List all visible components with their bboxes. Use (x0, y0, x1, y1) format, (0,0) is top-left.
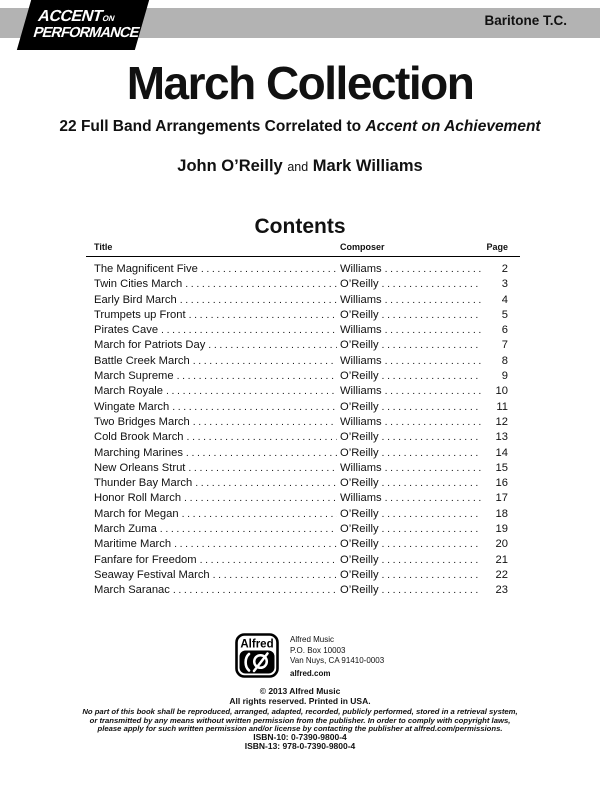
toc-composer: O’Reilly (340, 370, 379, 383)
dot-leader (200, 554, 337, 566)
table-row (86, 294, 520, 309)
toc-page: 11 (496, 400, 508, 413)
contents-table-header (86, 242, 520, 253)
toc-page: 20 (495, 538, 508, 551)
toc-page: 19 (495, 523, 508, 536)
toc-title: Seaway Festival March (94, 568, 210, 581)
table-row (86, 477, 520, 492)
header-rule (86, 256, 520, 257)
contents-table (86, 242, 520, 600)
table-row (86, 584, 520, 599)
contents-heading: Contents (254, 215, 346, 238)
toc-composer: O’Reilly (340, 431, 379, 444)
toc-composer: O’Reilly (340, 308, 379, 321)
legal-line-1: No part of this book shall be reproduced, arranged, adapted, recorded, publicly performed, stored in a retrieval system, (82, 707, 518, 716)
toc-title: Fanfare for Freedom (94, 553, 197, 566)
toc-page: 21 (495, 553, 508, 566)
dot-leader (382, 447, 481, 459)
dot-leader (195, 477, 337, 489)
isbn-10: ISBN-10: 0-7390-9800-4 (253, 732, 347, 742)
toc-title: March Saranac (94, 584, 170, 597)
logo-word-performance: PERFORMANCE (31, 25, 141, 42)
toc-page: 7 (501, 339, 508, 352)
table-row (86, 309, 520, 324)
toc-title: Cold Brook March (94, 431, 184, 444)
dot-leader (382, 309, 481, 321)
dot-leader (208, 339, 337, 351)
dot-leader (382, 477, 481, 489)
dot-leader (382, 569, 481, 581)
toc-title: Pirates Cave (94, 324, 159, 337)
toc-title: The Magnificent Five (94, 263, 198, 275)
toc-page: 3 (501, 278, 508, 291)
toc-composer: O’Reilly (340, 339, 379, 352)
dot-leader (184, 492, 337, 504)
dot-leader (185, 278, 337, 290)
alfred-logo-text: Alfred (240, 638, 274, 651)
dot-leader (182, 508, 337, 520)
publisher-po-box: P.O. Box 10003 (290, 645, 346, 655)
toc-page: 5 (501, 308, 508, 321)
dot-leader (174, 538, 337, 550)
dot-leader (385, 416, 481, 428)
table-row (86, 401, 520, 416)
toc-composer: O’Reilly (340, 477, 379, 490)
toc-page: 2 (501, 263, 508, 275)
toc-page: 4 (501, 293, 508, 306)
toc-composer: O’Reilly (340, 553, 379, 566)
toc-page: 15 (495, 461, 508, 474)
table-row (86, 278, 520, 293)
dot-leader (177, 370, 337, 382)
table-row (86, 523, 520, 538)
instrument-label: Baritone T.C. (484, 13, 567, 28)
toc-page: 14 (495, 446, 508, 459)
copyright-block (0, 686, 600, 706)
toc-page: 16 (495, 477, 508, 490)
toc-composer: O’Reilly (340, 523, 379, 536)
toc-page: 9 (501, 370, 508, 383)
table-row (86, 508, 520, 523)
dot-leader (382, 401, 481, 413)
toc-composer: Williams (340, 293, 382, 306)
table-row (86, 492, 520, 507)
toc-page: 22 (495, 568, 508, 581)
toc-title: March Royale (94, 385, 164, 398)
dot-leader (382, 339, 481, 351)
dot-leader (382, 508, 481, 520)
toc-page: 18 (495, 507, 508, 520)
column-header-page: Page (486, 242, 508, 252)
authors-line (0, 157, 600, 176)
toc-composer: O’Reilly (340, 584, 379, 597)
toc-title: New Orleans Strut (94, 461, 186, 474)
publisher-city: Van Nuys, CA 91410-0003 (290, 656, 385, 665)
isbn-block (0, 733, 600, 751)
dot-leader (188, 462, 337, 474)
dot-leader (385, 355, 481, 367)
table-row (86, 263, 520, 278)
toc-page: 13 (495, 431, 508, 444)
toc-title: Battle Creek March (94, 354, 190, 367)
table-row (86, 355, 520, 370)
dot-leader (385, 324, 481, 336)
alfred-music-logo-icon (235, 633, 279, 678)
rights-line: All rights reserved. Printed in USA. (229, 696, 371, 706)
subtitle-prefix: 22 Full Band Arrangements Correlated to (59, 118, 366, 135)
dot-leader (201, 263, 337, 275)
dot-leader (180, 294, 337, 306)
dot-leader (193, 416, 337, 428)
table-row (86, 370, 520, 385)
toc-composer: Williams (340, 385, 382, 398)
table-row (86, 431, 520, 446)
toc-title: Trumpets up Front (94, 308, 186, 321)
toc-title: March for Megan (94, 507, 179, 520)
table-row (86, 416, 520, 431)
page-title: March Collection (126, 57, 474, 109)
logo-word-accent: ACCENT (35, 8, 105, 26)
dot-leader (382, 584, 481, 596)
accent-on-performance-logo (17, 0, 149, 50)
dot-leader (385, 385, 481, 397)
toc-title: March Supreme (94, 370, 174, 383)
table-row (86, 462, 520, 477)
dot-leader (173, 584, 337, 596)
table-row (86, 554, 520, 569)
toc-title: Wingate March (94, 400, 170, 413)
toc-composer: Williams (340, 354, 382, 367)
toc-composer: O’Reilly (340, 507, 379, 520)
dot-leader (385, 462, 481, 474)
toc-composer: O’Reilly (340, 278, 379, 291)
toc-title: Marching Marines (94, 446, 183, 459)
dot-leader (382, 523, 481, 535)
table-row (86, 569, 520, 584)
dot-leader (385, 263, 481, 275)
toc-composer: Williams (340, 461, 382, 474)
dot-leader (382, 431, 481, 443)
toc-composer: Williams (340, 324, 382, 337)
dot-leader (161, 324, 337, 336)
table-row (86, 385, 520, 400)
toc-page: 12 (495, 415, 508, 428)
toc-title: Thunder Bay March (94, 477, 193, 490)
toc-page: 10 (495, 385, 508, 398)
dot-leader (193, 355, 337, 367)
author-2: Mark Williams (312, 157, 423, 175)
toc-composer: Williams (340, 263, 382, 275)
isbn-13: ISBN-13: 978-0-7390-9800-4 (244, 740, 356, 751)
toc-title: Honor Roll March (94, 492, 182, 505)
legal-line-2: or transmitted by any means without written permission from the publisher. In order to comply with copyright laws, (89, 715, 511, 725)
toc-composer: O’Reilly (340, 568, 379, 581)
toc-composer: O’Reilly (340, 400, 379, 413)
toc-page: 8 (501, 354, 508, 367)
dot-leader (213, 569, 337, 581)
toc-title: March Zuma (94, 523, 157, 536)
subtitle (0, 118, 600, 136)
table-row (86, 339, 520, 354)
toc-page: 6 (501, 324, 508, 337)
toc-composer: O’Reilly (340, 446, 379, 459)
table-row (86, 538, 520, 553)
dot-leader (172, 401, 337, 413)
dot-leader (189, 309, 337, 321)
contents-rows (86, 263, 520, 600)
author-1: John O’Reilly (177, 157, 283, 175)
toc-composer: O’Reilly (340, 538, 379, 551)
toc-title: Maritime March (94, 538, 172, 551)
copyright-line: © 2013 Alfred Music (259, 686, 341, 696)
dot-leader (382, 278, 481, 290)
dot-leader (385, 294, 481, 306)
column-header-title: Title (94, 242, 113, 252)
logo-line-1 (36, 9, 147, 25)
dot-leader (382, 554, 481, 566)
toc-composer: Williams (340, 415, 382, 428)
dot-leader (166, 385, 337, 397)
dot-leader (382, 370, 481, 382)
dot-leader (382, 538, 481, 550)
dot-leader (186, 447, 337, 459)
dot-leader (187, 431, 337, 443)
column-header-composer: Composer (340, 242, 385, 252)
author-join: and (287, 160, 309, 174)
table-row (86, 324, 520, 339)
table-row (86, 447, 520, 462)
publisher-name: Alfred Music (290, 635, 335, 644)
logo-word-on: ON (101, 14, 116, 24)
toc-page: 17 (495, 492, 508, 505)
legal-line-3: please apply for such written permission and/or license by contacting the publisher at alfred.com/permissions. (97, 724, 503, 733)
toc-title: Twin Cities March (94, 278, 183, 291)
publisher-website: alfred.com (290, 668, 331, 678)
toc-page: 23 (495, 584, 508, 597)
publisher-address (290, 635, 384, 679)
dot-leader (160, 523, 337, 535)
dot-leader (385, 492, 481, 504)
toc-composer: Williams (340, 492, 382, 505)
toc-title: Early Bird March (94, 293, 177, 306)
legal-notice (0, 708, 600, 734)
toc-title: Two Bridges March (94, 415, 190, 428)
toc-title: March for Patriots Day (94, 339, 206, 352)
subtitle-series-name: Accent on Achievement (365, 118, 541, 135)
